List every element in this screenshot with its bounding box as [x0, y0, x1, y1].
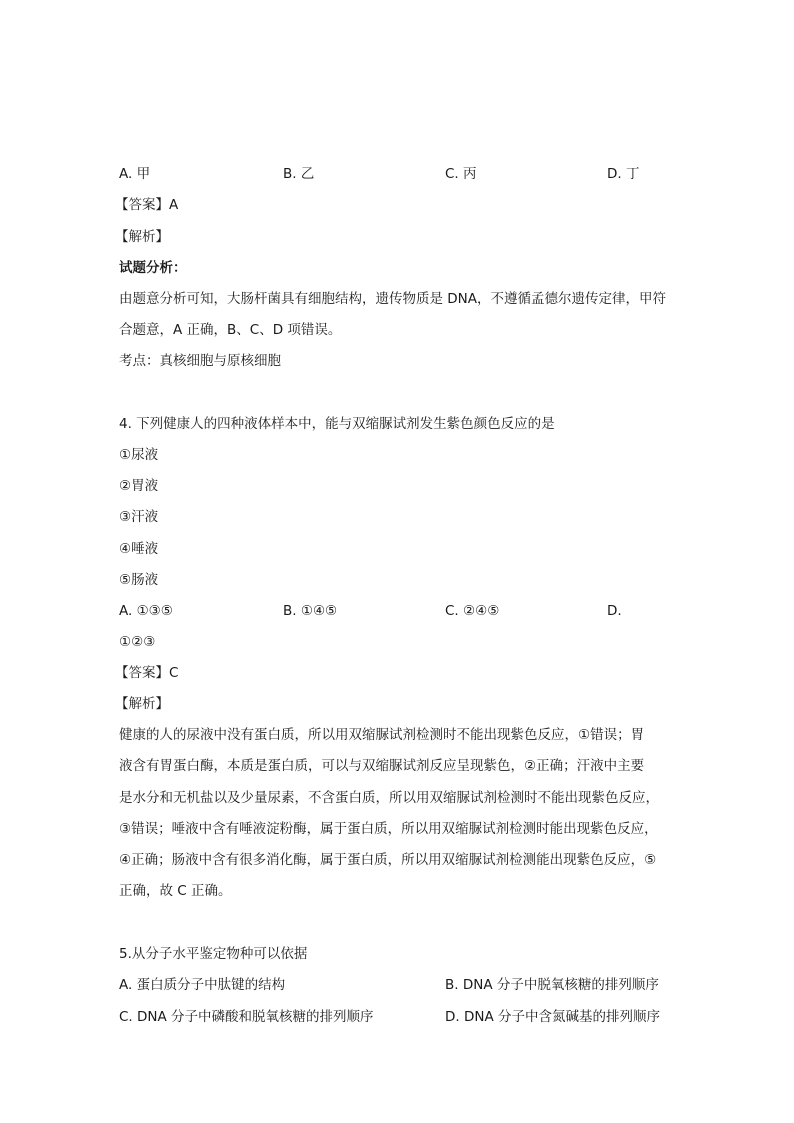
q4-option-d: D. [607, 603, 622, 619]
q3-option-c: C. 丙 [445, 166, 477, 182]
q4-item-1: ①尿液 [119, 447, 159, 463]
q5-option-a: A. 蛋白质分子中肽键的结构 [119, 977, 286, 993]
q4-item-2: ②胃液 [119, 478, 159, 494]
q5-option-d: D. DNA 分子中含氮碱基的排列顺序 [445, 1009, 660, 1025]
q4-analysis-label: 【解析】 [115, 696, 169, 712]
q4-item-4: ④唾液 [119, 541, 159, 557]
q5-option-c: C. DNA 分子中磷酸和脱氧核糖的排列顺序 [119, 1009, 374, 1025]
q4-explanation-line-2: 液含有胃蛋白酶，本质是蛋白质，可以与双缩脲试剂反应呈现紫色，②正确；汗液中主要 [119, 758, 645, 774]
q4-item-5: ⑤肠液 [119, 572, 159, 588]
q3-kaodian: 考点：真核细胞与原核细胞 [119, 353, 281, 369]
q4-option-a: A. ①③⑤ [119, 603, 173, 619]
q3-option-b: B. 乙 [283, 166, 315, 182]
q4-item-3: ③汗液 [119, 509, 159, 525]
q4-explanation-line-1: 健康的人的尿液中没有蛋白质，所以用双缩脲试剂检测时不能出现紫色反应，①错误；胃 [119, 727, 645, 743]
q4-explanation-line-4: ③错误；唾液中含有唾液淀粉酶，属于蛋白质，所以用双缩脲试剂检测时能出现紫色反应， [119, 821, 658, 837]
q3-subheading: 试题分析： [119, 260, 187, 276]
q4-option-c: C. ②④⑤ [445, 603, 500, 619]
q4-answer: 【答案】C [115, 665, 179, 681]
q4-option-d-content: ①②③ [119, 634, 156, 650]
q4-explanation-line-5: ④正确；肠液中含有很多消化酶，属于蛋白质，所以用双缩脲试剂检测能出现紫色反应，⑤ [119, 852, 657, 868]
q3-option-d: D. 丁 [607, 166, 640, 182]
q4-explanation-line-3: 是水分和无机盐以及少量尿素，不含蛋白质，所以用双缩脲试剂检测时不能出现紫色反应， [119, 790, 659, 806]
q5-option-b: B. DNA 分子中脱氧核糖的排列顺序 [445, 977, 659, 993]
q4-explanation-line-6: 正确，故 C 正确。 [119, 883, 232, 899]
q3-explanation-line-2: 合题意，A 正确，B、C、D 项错误。 [119, 322, 342, 338]
q5-question: 5.从分子水平鉴定物种可以依据 [119, 946, 308, 962]
q4-question: 4. 下列健康人的四种液体样本中，能与双缩脲试剂发生紫色颜色反应的是 [119, 416, 555, 432]
q4-option-b: B. ①④⑤ [283, 603, 338, 619]
q3-answer: 【答案】A [115, 197, 179, 213]
q3-explanation-line-1: 由题意分析可知，大肠杆菌具有细胞结构，遗传物质是 DNA，不遵循孟德尔遗传定律，甲符 [119, 291, 667, 307]
q3-analysis-label: 【解析】 [115, 229, 169, 245]
q3-option-a: A. 甲 [119, 166, 151, 182]
